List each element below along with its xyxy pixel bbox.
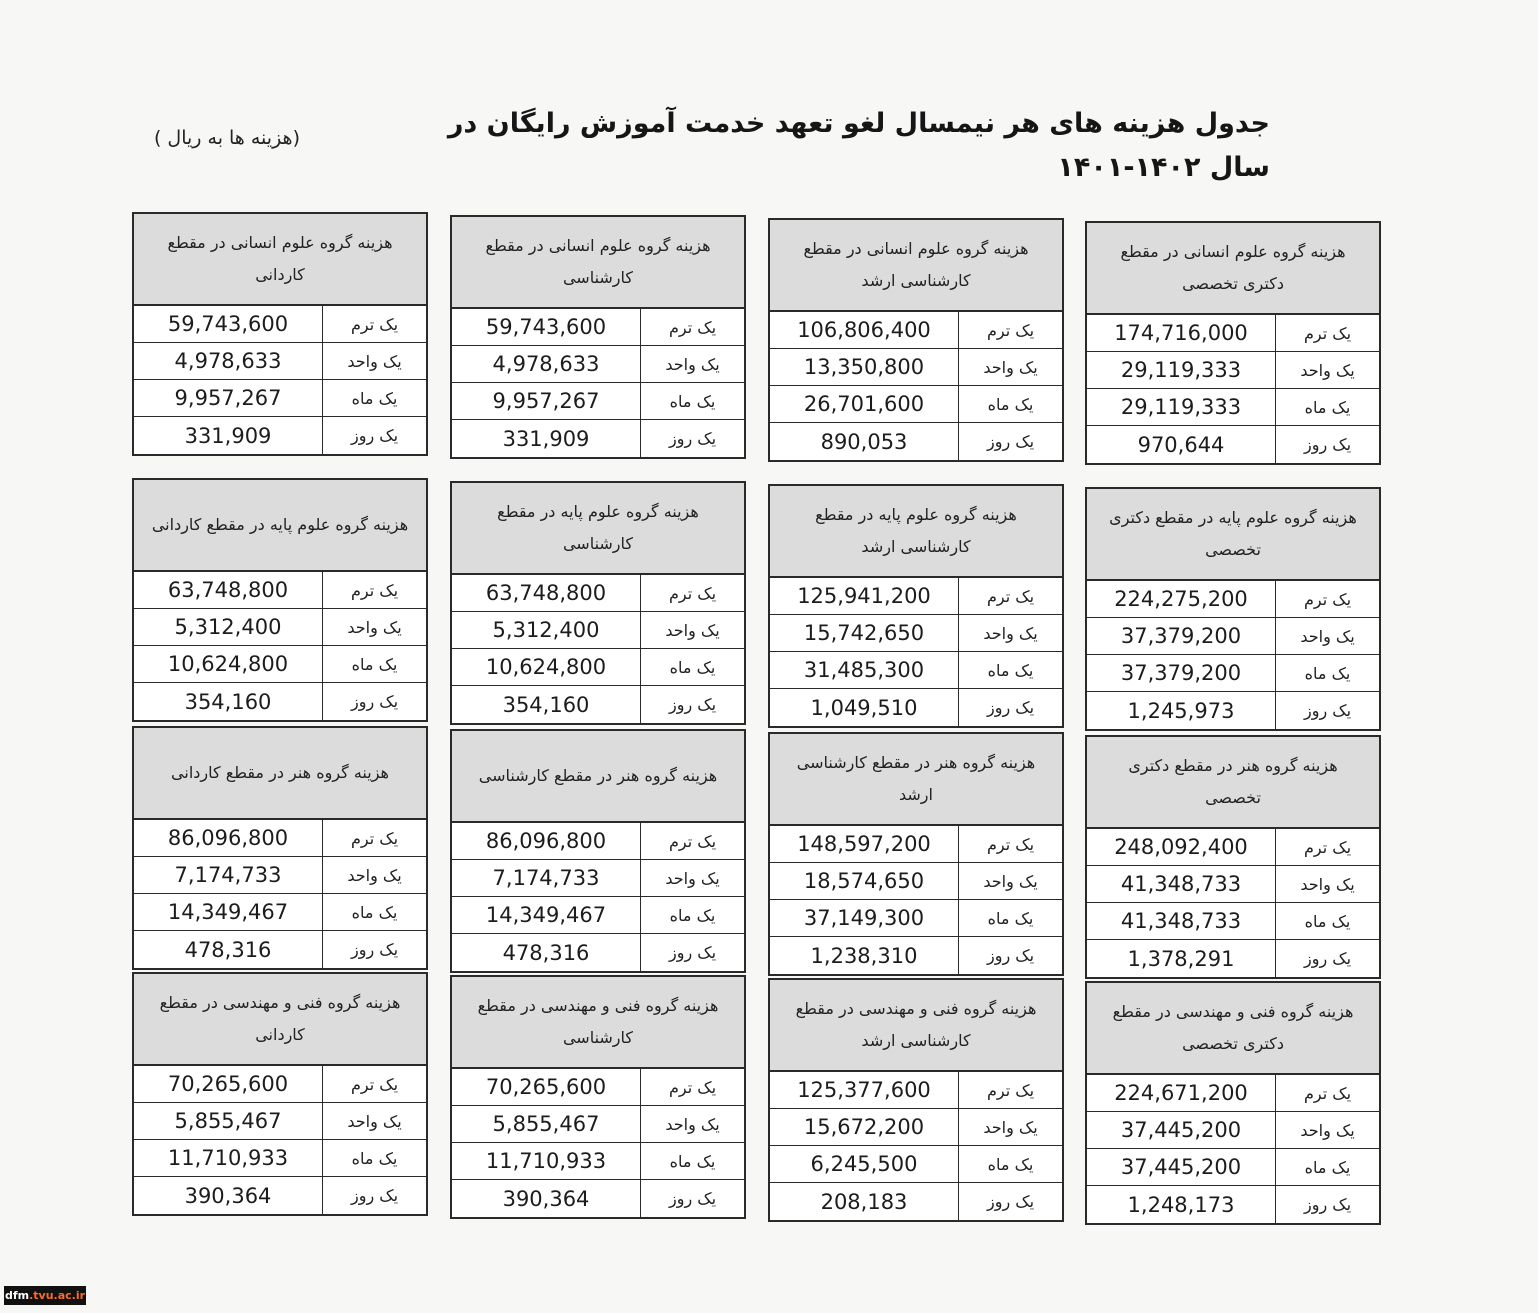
cost-value: 1,049,510 — [810, 695, 918, 720]
cost-table — [450, 215, 746, 459]
cost-table — [1085, 981, 1381, 1225]
table-row — [134, 609, 426, 646]
cost-table — [768, 218, 1064, 462]
table-row — [770, 615, 1062, 652]
cost-table — [132, 726, 428, 970]
period-label: یک ماه — [322, 894, 426, 930]
period-label: یک ماه — [958, 900, 1062, 936]
table-title: هزینه گروه علوم پایه در مقطع کاردانی — [134, 480, 426, 572]
period-label: یک روز — [958, 423, 1062, 460]
cost-value: 890,053 — [820, 429, 908, 454]
cost-value: 10,624,800 — [485, 655, 607, 679]
period-label: یک ترم — [1275, 315, 1379, 351]
table-row — [770, 937, 1062, 974]
period-label: یک روز — [640, 934, 744, 971]
table-row — [770, 689, 1062, 726]
cost-value: 70,265,600 — [485, 1075, 607, 1099]
cost-value: 26,701,600 — [803, 392, 925, 416]
cost-value: 390,364 — [184, 1183, 272, 1208]
period-label: یک ماه — [640, 897, 744, 933]
cost-value: 7,174,733 — [492, 866, 600, 890]
cost-value: 86,096,800 — [167, 826, 289, 850]
table-row — [134, 1140, 426, 1177]
table-row — [1087, 692, 1379, 729]
cost-value: 15,672,200 — [803, 1115, 925, 1139]
table-title: هزینه گروه فنی و مهندسی در مقطع کاردانی — [134, 974, 426, 1066]
cost-value: 224,671,200 — [1114, 1081, 1248, 1105]
cost-value: 63,748,800 — [167, 578, 289, 602]
table-row — [1087, 866, 1379, 903]
period-label: یک واحد — [322, 609, 426, 645]
period-label: یک ترم — [958, 312, 1062, 348]
period-label: یک واحد — [1275, 1112, 1379, 1148]
period-label: یک روز — [1275, 692, 1379, 729]
table-row — [1087, 581, 1379, 618]
period-label: یک ترم — [322, 1066, 426, 1102]
period-label: یک واحد — [958, 615, 1062, 651]
table-row — [134, 572, 426, 609]
table-row — [1087, 352, 1379, 389]
table-row — [770, 349, 1062, 386]
period-label: یک ترم — [640, 575, 744, 611]
table-row — [1087, 1149, 1379, 1186]
cost-value: 354,160 — [184, 689, 272, 714]
cost-value: 9,957,267 — [174, 386, 282, 410]
cost-table — [132, 212, 428, 456]
cost-value: 41,348,733 — [1120, 872, 1242, 896]
cost-value: 37,149,300 — [803, 906, 925, 930]
period-label: یک ترم — [322, 572, 426, 608]
cost-value: 86,096,800 — [485, 829, 607, 853]
table-row — [134, 1177, 426, 1214]
table-row — [1087, 940, 1379, 977]
cost-value: 63,748,800 — [485, 581, 607, 605]
cost-value: 10,624,800 — [167, 652, 289, 676]
period-label: یک واحد — [640, 1106, 744, 1142]
table-row — [770, 1183, 1062, 1220]
table-row — [134, 683, 426, 720]
cost-value: 125,941,200 — [797, 584, 931, 608]
period-label: یک واحد — [640, 612, 744, 648]
cost-value: 18,574,650 — [803, 869, 925, 893]
cost-value: 478,316 — [184, 937, 272, 962]
cost-value: 37,379,200 — [1120, 661, 1242, 685]
cost-value: 6,245,500 — [810, 1152, 918, 1176]
cost-value: 4,978,633 — [492, 352, 600, 376]
table-row — [452, 575, 744, 612]
cost-value: 11,710,933 — [485, 1149, 607, 1173]
table-row — [770, 826, 1062, 863]
table-row — [452, 1069, 744, 1106]
table-row — [452, 934, 744, 971]
table-title: هزینه گروه علوم انسانی در مقطع کارشناسی ارشد — [770, 220, 1062, 312]
cost-table — [450, 481, 746, 725]
table-row — [770, 1072, 1062, 1109]
cost-value: 125,377,600 — [797, 1078, 931, 1102]
table-title: هزینه گروه هنر در مقطع کاردانی — [134, 728, 426, 820]
table-row — [1087, 389, 1379, 426]
cost-value: 37,379,200 — [1120, 624, 1242, 648]
period-label: یک ماه — [1275, 655, 1379, 691]
cost-table — [1085, 487, 1381, 731]
table-row — [1087, 1186, 1379, 1223]
table-title: هزینه گروه هنر در مقطع کارشناسی ارشد — [770, 734, 1062, 826]
cost-value: 331,909 — [184, 423, 272, 448]
cost-value: 478,316 — [502, 940, 590, 965]
period-label: یک ماه — [640, 649, 744, 685]
cost-value: 390,364 — [502, 1186, 590, 1211]
cost-value: 7,174,733 — [174, 863, 282, 887]
table-title: هزینه گروه علوم انسانی در مقطع دکتری تخصصی — [1087, 223, 1379, 315]
table-title: هزینه گروه فنی و مهندسی در مقطع کارشناسی — [452, 977, 744, 1069]
cost-value: 41,348,733 — [1120, 909, 1242, 933]
cost-table — [450, 975, 746, 1219]
table-title: هزینه گروه علوم انسانی در مقطع کاردانی — [134, 214, 426, 306]
table-row — [770, 863, 1062, 900]
table-row — [134, 857, 426, 894]
period-label: یک واحد — [958, 863, 1062, 899]
cost-table — [768, 978, 1064, 1222]
period-label: یک روز — [958, 1183, 1062, 1220]
period-label: یک ترم — [958, 1072, 1062, 1108]
period-label: یک روز — [322, 683, 426, 720]
table-row — [770, 900, 1062, 937]
table-title: هزینه گروه هنر در مقطع دکتری تخصصی — [1087, 737, 1379, 829]
table-row — [134, 1103, 426, 1140]
period-label: یک روز — [322, 1177, 426, 1214]
period-label: یک ماه — [958, 386, 1062, 422]
period-label: یک واحد — [640, 860, 744, 896]
table-row — [452, 420, 744, 457]
table-row — [134, 417, 426, 454]
table-row — [770, 1146, 1062, 1183]
table-row — [134, 1066, 426, 1103]
cost-value: 29,119,333 — [1120, 395, 1242, 419]
table-row — [452, 1143, 744, 1180]
period-label: یک روز — [640, 1180, 744, 1217]
table-row — [452, 860, 744, 897]
cost-value: 37,445,200 — [1120, 1155, 1242, 1179]
table-title: هزینه گروه هنر در مقطع کارشناسی — [452, 731, 744, 823]
table-row — [134, 343, 426, 380]
cost-table — [1085, 735, 1381, 979]
cost-value: 208,183 — [820, 1189, 908, 1214]
cost-value: 14,349,467 — [167, 900, 289, 924]
site-watermark: dfm .tvu.ac.ir — [4, 1286, 86, 1305]
cost-value: 15,742,650 — [803, 621, 925, 645]
cost-table — [132, 478, 428, 722]
cost-value: 1,238,310 — [810, 943, 918, 968]
table-title: هزینه گروه فنی و مهندسی در مقطع دکتری تخصصی — [1087, 983, 1379, 1075]
cost-value: 11,710,933 — [167, 1146, 289, 1170]
table-row — [1087, 829, 1379, 866]
cost-value: 70,265,600 — [167, 1072, 289, 1096]
cost-value: 354,160 — [502, 692, 590, 717]
period-label: یک روز — [958, 689, 1062, 726]
cost-value: 5,855,467 — [174, 1109, 282, 1133]
table-row — [134, 894, 426, 931]
table-row — [770, 386, 1062, 423]
table-title: هزینه گروه فنی و مهندسی در مقطع کارشناسی ارشد — [770, 980, 1062, 1072]
period-label: یک ماه — [958, 652, 1062, 688]
table-row — [452, 823, 744, 860]
period-label: یک ماه — [958, 1146, 1062, 1182]
table-row — [452, 1180, 744, 1217]
period-label: یک ترم — [958, 826, 1062, 862]
cost-value: 5,855,467 — [492, 1112, 600, 1136]
period-label: یک ماه — [322, 646, 426, 682]
cost-value: 5,312,400 — [174, 615, 282, 639]
period-label: یک واحد — [322, 1103, 426, 1139]
period-label: یک ترم — [640, 1069, 744, 1105]
cost-value: 224,275,200 — [1114, 587, 1248, 611]
period-label: یک روز — [1275, 940, 1379, 977]
table-row — [452, 309, 744, 346]
cost-value: 5,312,400 — [492, 618, 600, 642]
cost-table — [768, 732, 1064, 976]
cost-table — [768, 484, 1064, 728]
period-label: یک واحد — [322, 857, 426, 893]
cost-value: 331,909 — [502, 426, 590, 451]
cost-value: 174,716,000 — [1114, 321, 1248, 345]
period-label: یک روز — [1275, 426, 1379, 463]
period-label: یک ترم — [1275, 581, 1379, 617]
table-row — [770, 578, 1062, 615]
table-row — [770, 312, 1062, 349]
period-label: یک روز — [322, 417, 426, 454]
period-label: یک واحد — [640, 346, 744, 382]
period-label: یک ترم — [322, 820, 426, 856]
table-row — [134, 380, 426, 417]
table-title: هزینه گروه علوم پایه در مقطع کارشناسی — [452, 483, 744, 575]
period-label: یک ماه — [322, 380, 426, 416]
period-label: یک روز — [640, 686, 744, 723]
table-row — [770, 652, 1062, 689]
cost-value: 59,743,600 — [485, 315, 607, 339]
table-row — [134, 931, 426, 968]
period-label: یک ترم — [1275, 829, 1379, 865]
table-row — [1087, 426, 1379, 463]
table-row — [452, 649, 744, 686]
table-row — [1087, 903, 1379, 940]
cost-value: 106,806,400 — [797, 318, 931, 342]
table-row — [770, 1109, 1062, 1146]
cost-value: 37,445,200 — [1120, 1118, 1242, 1142]
period-label: یک ترم — [640, 309, 744, 345]
table-row — [452, 612, 744, 649]
table-row — [1087, 618, 1379, 655]
cost-value: 59,743,600 — [167, 312, 289, 336]
period-label: یک ماه — [322, 1140, 426, 1176]
period-label: یک ماه — [640, 383, 744, 419]
period-label: یک واحد — [1275, 618, 1379, 654]
period-label: یک ماه — [1275, 1149, 1379, 1185]
table-row — [1087, 315, 1379, 352]
table-row — [452, 1106, 744, 1143]
period-label: یک واحد — [322, 343, 426, 379]
table-row — [1087, 1075, 1379, 1112]
document-title: جدول هزینه های هر نیمسال لغو تعهد خدمت آموزش رایگان در سال ۱۴۰۲-۱۴۰۱ — [447, 108, 1270, 183]
period-label: یک واحد — [958, 349, 1062, 385]
cost-value: 1,378,291 — [1127, 946, 1235, 971]
period-label: یک واحد — [1275, 866, 1379, 902]
table-row — [452, 686, 744, 723]
period-label: یک ترم — [640, 823, 744, 859]
cost-value: 1,248,173 — [1127, 1192, 1235, 1217]
table-title: هزینه گروه علوم پایه در مقطع دکتری تخصصی — [1087, 489, 1379, 581]
period-label: یک روز — [1275, 1186, 1379, 1223]
cost-value: 970,644 — [1137, 432, 1225, 457]
table-title: هزینه گروه علوم پایه در مقطع کارشناسی ارشد — [770, 486, 1062, 578]
period-label: یک ترم — [1275, 1075, 1379, 1111]
period-label: یک ماه — [1275, 389, 1379, 425]
table-row — [134, 646, 426, 683]
table-row — [452, 897, 744, 934]
cost-value: 29,119,333 — [1120, 358, 1242, 382]
table-row — [1087, 655, 1379, 692]
cost-value: 148,597,200 — [797, 832, 931, 856]
period-label: یک ترم — [958, 578, 1062, 614]
cost-value: 248,092,400 — [1114, 835, 1248, 859]
period-label: یک واحد — [1275, 352, 1379, 388]
period-label: یک ماه — [640, 1143, 744, 1179]
period-label: یک روز — [958, 937, 1062, 974]
currency-unit-note: (هزینه ها به ریال ) — [153, 127, 300, 149]
cost-value: 14,349,467 — [485, 903, 607, 927]
table-row — [1087, 1112, 1379, 1149]
cost-value: 31,485,300 — [803, 658, 925, 682]
period-label: یک ترم — [322, 306, 426, 342]
table-row — [134, 306, 426, 343]
cost-table — [132, 972, 428, 1216]
table-row — [134, 820, 426, 857]
cost-value: 9,957,267 — [492, 389, 600, 413]
period-label: یک ماه — [1275, 903, 1379, 939]
period-label: یک روز — [640, 420, 744, 457]
period-label: یک واحد — [958, 1109, 1062, 1145]
cost-value: 1,245,973 — [1127, 698, 1235, 723]
cost-table — [450, 729, 746, 973]
cost-value: 4,978,633 — [174, 349, 282, 373]
table-row — [452, 383, 744, 420]
cost-value: 13,350,800 — [803, 355, 925, 379]
table-row — [452, 346, 744, 383]
cost-table — [1085, 221, 1381, 465]
table-title: هزینه گروه علوم انسانی در مقطع کارشناسی — [452, 217, 744, 309]
table-row — [770, 423, 1062, 460]
period-label: یک روز — [322, 931, 426, 968]
